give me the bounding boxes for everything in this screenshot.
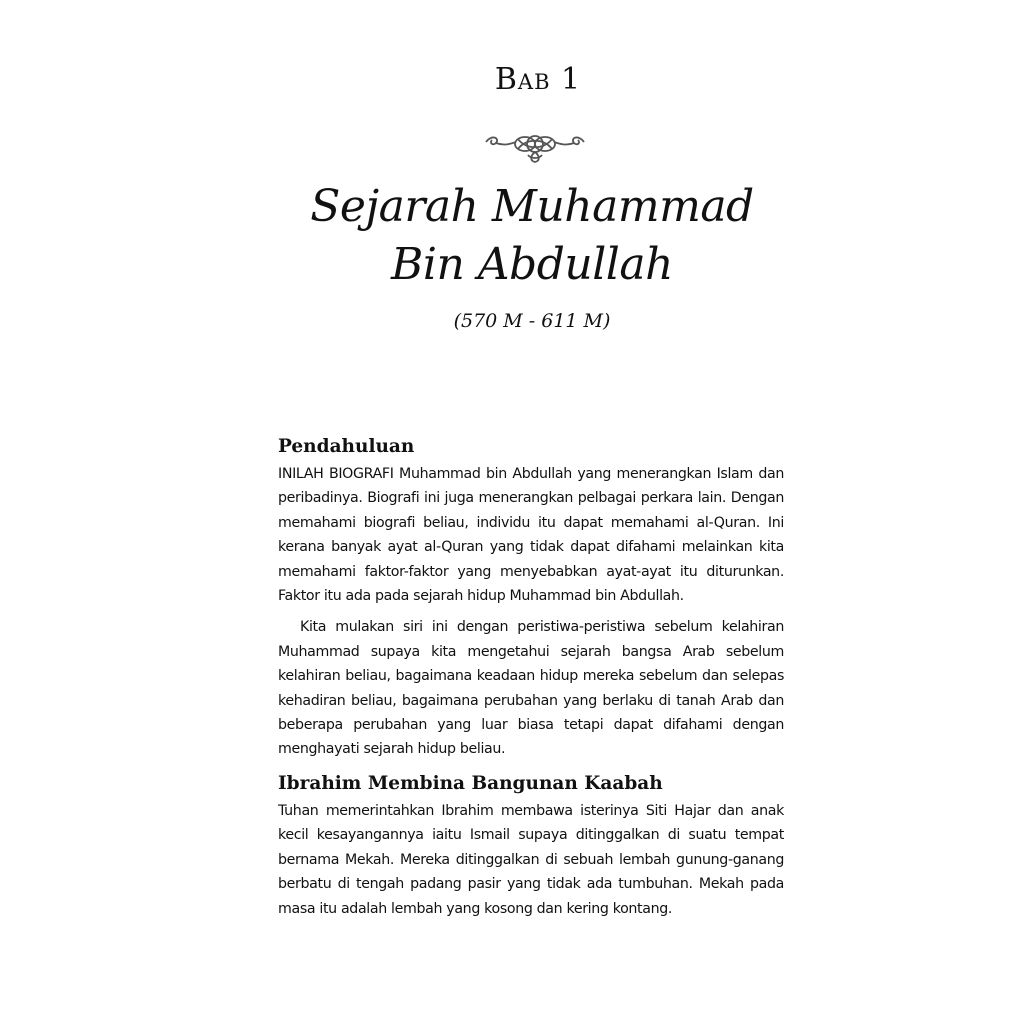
section-heading-ibrahim: Ibrahim Membina Bangunan Kaabah <box>278 772 663 794</box>
chapter-title <box>0 178 1024 294</box>
body-content <box>278 434 784 921</box>
chapter-label: Bab 1 <box>494 62 582 97</box>
paragraph: Tuhan memerintahkan Ibrahim membawa isterinya Siti Hajar dan anak kecil kesayangannya iaitu Ismail supaya ditinggalkan di suatu tempat bernama Mekah. Mereka ditinggalkan di sebuah lembah gunung-ganang berbatu di tengah padang pasir yang tidak ada tumbuhan. Mekah pada masa itu adalah lembah yang kosong dan kering kontang. <box>278 802 784 917</box>
section-heading-pendahuluan: Pendahuluan <box>278 436 415 457</box>
scroll-ornament-icon <box>482 130 588 166</box>
paragraph: INILAH BIOGRAFI Muhammad bin Abdullah yang menerangkan Islam dan peribadinya. Biografi ini juga menerangkan pelbagai perkara lain. Dengan memahami biografi beliau, individu itu dapat memahami al-Quran. Ini kerana banyak ayat al-Quran yang tidak dapat difahami melainkan kita memahami faktor-faktor yang menyebabkan ayat-ayat itu diturunkan. Faktor itu ada pada sejarah hidup Muhammad bin Abdullah. <box>278 466 784 605</box>
chapter-title-line-2: Bin Abdullah <box>391 239 673 290</box>
chapter-title-line-1: Sejarah Muhammad <box>310 181 754 232</box>
paragraph: Kita mulakan siri ini dengan peristiwa-peristiwa sebelum kelahiran Muhammad supaya kita mengetahui sejarah bangsa Arab sebelum kelahiran beliau, bagaimana keadaan hidup mereka sebelum dan selepas kehadiran beliau, bagaimana perubahan yang berlaku di tanah Arab dan beberapa perubahan yang luar biasa tetapi dapat difahami dengan menghayati sejarah hidup beliau. <box>278 619 784 758</box>
chapter-subtitle-years: (570 M - 611 M) <box>453 310 611 332</box>
